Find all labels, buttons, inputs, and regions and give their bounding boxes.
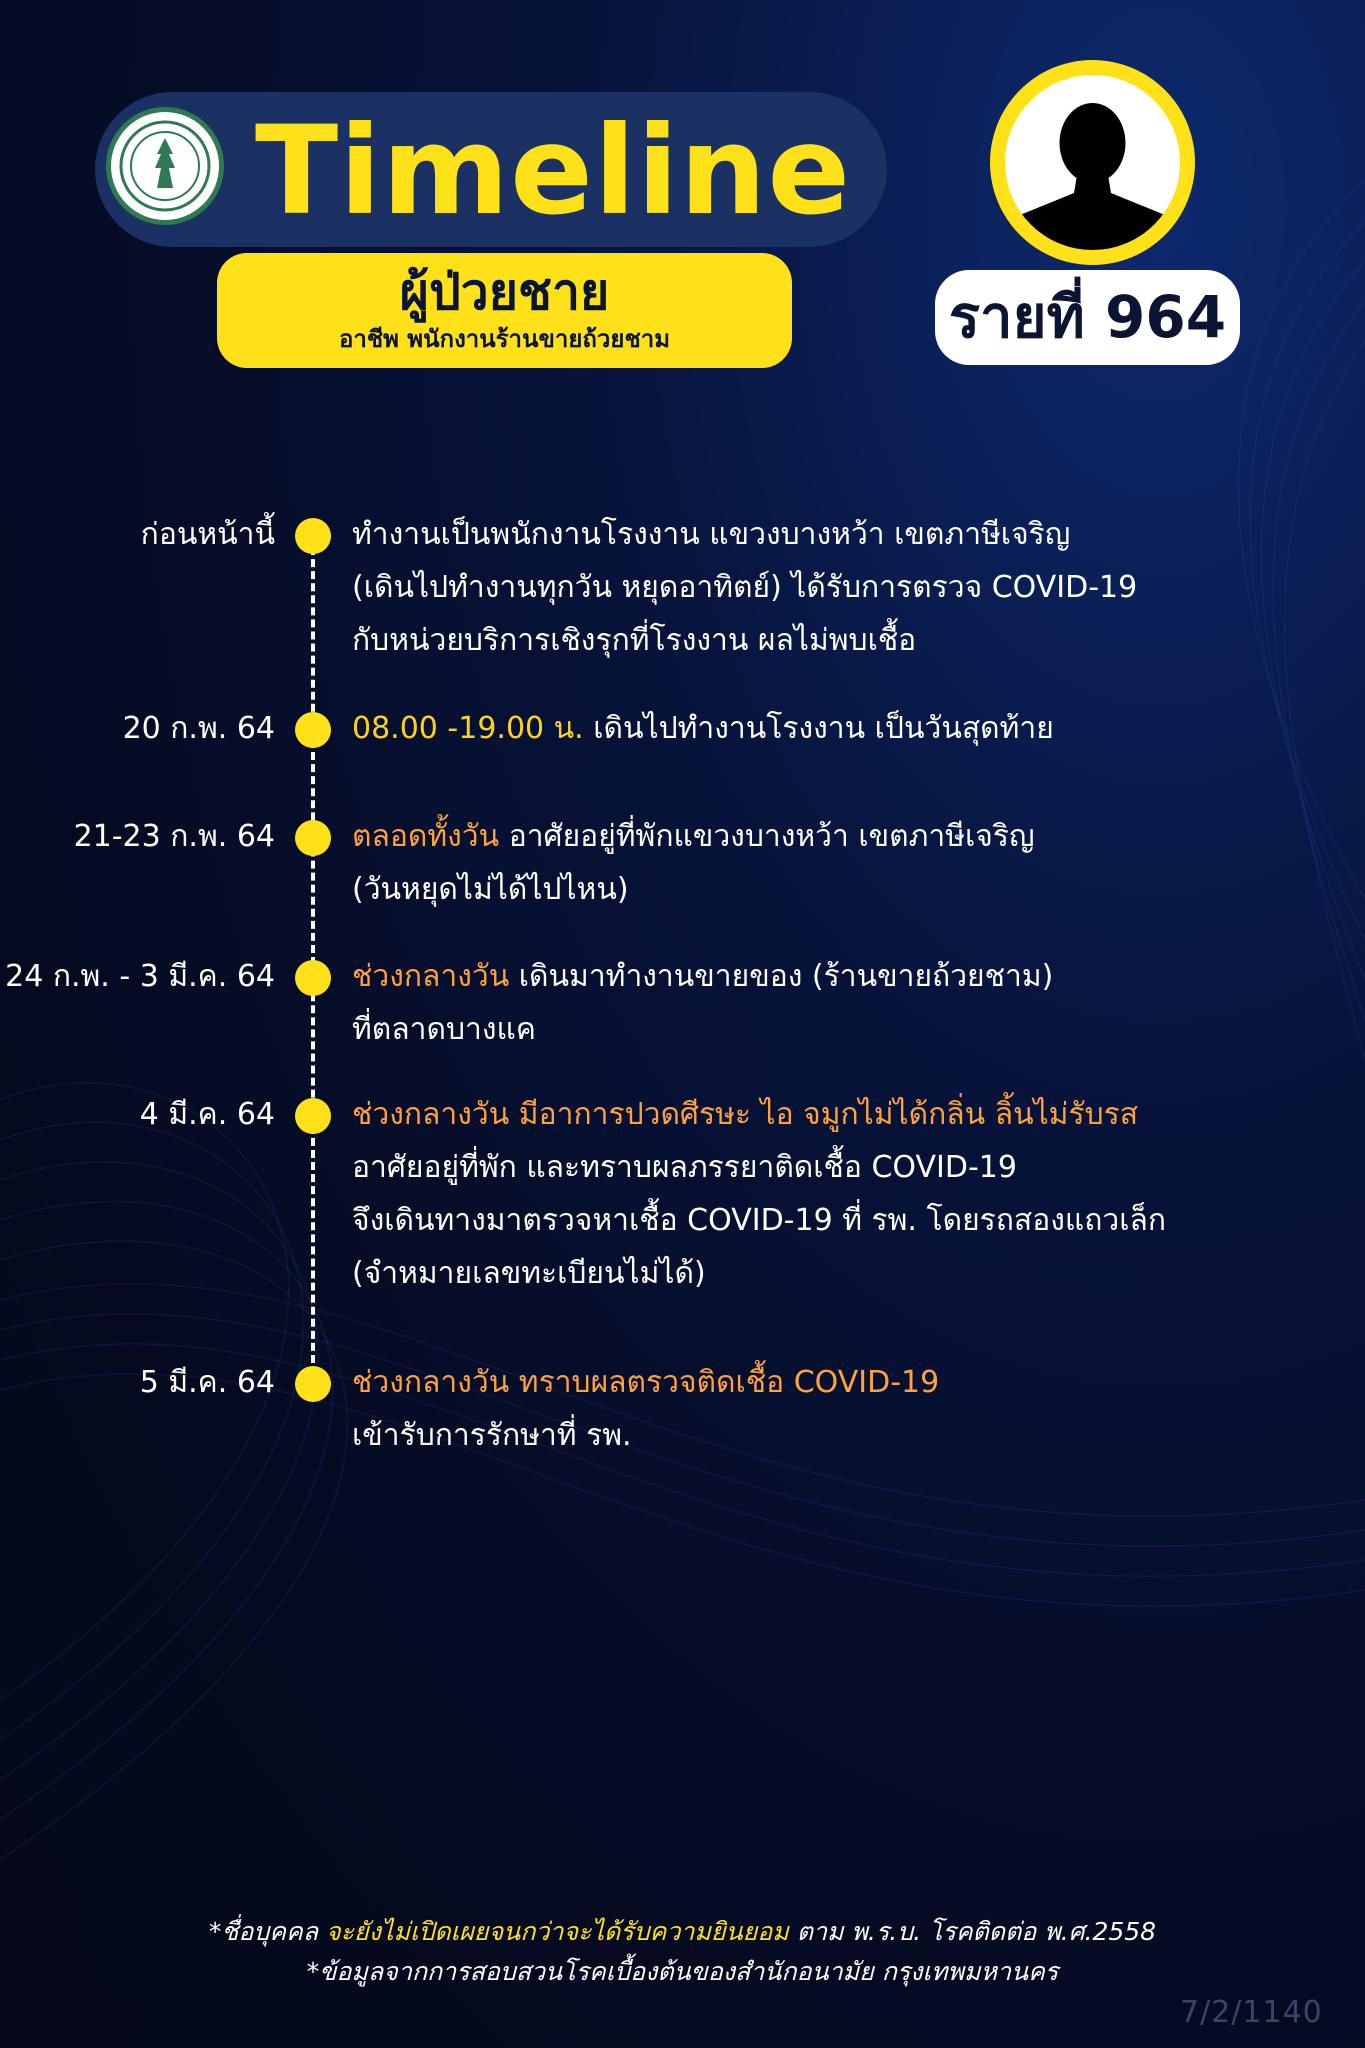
occupation-label: อาชีพ พนักงานร้านขายถ้วยชาม (338, 325, 671, 353)
timeline-text-segment: เดินไปทำงานโรงงาน เป็นวันสุดท้าย (583, 711, 1054, 746)
timeline-dot (295, 1366, 331, 1402)
timeline-text-segment: เข้ารับการรักษาที่ รพ. (352, 1418, 632, 1453)
timeline-time-highlight: ช่วงกลางวัน (352, 1365, 510, 1400)
timeline-text-segment: เดินมาทำงานขายของ (ร้านขายถ้วยชาม) (509, 959, 1054, 994)
person-silhouette-icon (1005, 75, 1180, 250)
privacy-note-highlight: จะยังไม่เปิดเผยจนกว่าจะได้รับความยินยอม (325, 1917, 789, 1946)
timeline-text (352, 810, 1252, 916)
timeline-text-segment: กับหน่วยบริการเชิงรุกที่โรงงาน ผลไม่พบเชื้อ (352, 623, 917, 658)
timeline-result-highlight: ทราบผลตรวจติดเชื้อ COVID-19 (509, 1365, 940, 1400)
timeline-date: 4 มี.ค. 64 (139, 1097, 275, 1132)
timeline-text (352, 1088, 1252, 1300)
timeline-date: 5 มี.ค. 64 (139, 1365, 275, 1400)
timeline-text-segment: (วันหยุดไม่ได้ไปไหน) (352, 872, 629, 907)
timeline-dot (295, 960, 331, 996)
bangkok-seal-icon (106, 107, 224, 225)
timeline-time-highlight: ช่วงกลางวัน (352, 1097, 510, 1132)
patient-label: ผู้ป่วยชาย (399, 263, 610, 321)
timeline-text-segment: จึงเดินทางมาตรวจหาเชื้อ COVID-19 ที่ รพ. โดยรถสองแถวเล็ก (352, 1203, 1167, 1238)
privacy-note-text: *ชื่อบุคคล (208, 1917, 326, 1946)
timeline-text-segment: อาศัยอยู่ที่พัก และทราบผลภรรยาติดเชื้อ COVID-19 (352, 1150, 1017, 1185)
timeline-dot (295, 518, 331, 554)
timeline-text-segment: ทำงานเป็นพนักงานโรงงาน แขวงบางหว้า เขตภาษีเจริญ (352, 517, 1071, 552)
timeline-line (311, 535, 315, 1375)
timeline-date: 20 ก.พ. 64 (122, 711, 275, 746)
timeline-symptom-highlight: มีอาการปวดศีรษะ ไอ จมูกไม่ได้กลิ่น ลิ้นไม่รับรส (509, 1097, 1139, 1132)
timeline-text (352, 1356, 1252, 1462)
privacy-note-law: ตาม พ.ร.บ. โรคติดต่อ พ.ศ.2558 (788, 1917, 1157, 1946)
case-number-badge: รายที่ 964 (935, 270, 1240, 365)
timeline-dot (295, 1098, 331, 1134)
timeline-text-segment: ที่ตลาดบางแค (352, 1012, 536, 1047)
timeline-text-segment: (จำหมายเลขทะเบียนไม่ได้) (352, 1256, 706, 1291)
timeline-text (352, 950, 1252, 1056)
timeline-text (352, 508, 1252, 667)
timeline-time-highlight: ช่วงกลางวัน (352, 959, 510, 994)
timeline-dot (295, 712, 331, 748)
avatar (990, 60, 1195, 265)
timeline-text-segment: (เดินไปทำงานทุกวัน หยุดอาทิตย์) ได้รับการตรวจ COVID-19 (352, 570, 1138, 605)
page-title: Timeline (255, 100, 852, 242)
timeline-time-highlight: 08.00 -19.00 น. (352, 711, 584, 746)
timeline-date: ก่อนหน้านี้ (140, 517, 275, 552)
footer-notes (0, 1912, 1365, 1992)
source-note: *ข้อมูลจากการสอบสวนโรคเบื้องต้นของสำนักอนามัย กรุงเทพมหานคร (306, 1957, 1059, 1986)
timeline-text-segment: อาศัยอยู่ที่พักแขวงบางหว้า เขตภาษีเจริญ (499, 819, 1035, 854)
document-code: 7/2/1140 (1180, 1995, 1323, 2030)
timeline-dot (295, 820, 331, 856)
privacy-note (0, 1912, 1365, 1952)
patient-banner (217, 253, 792, 368)
timeline-text (352, 702, 1252, 755)
timeline-date: 24 ก.พ. - 3 มี.ค. 64 (5, 959, 275, 994)
timeline-date: 21-23 ก.พ. 64 (73, 819, 275, 854)
timeline-time-highlight: ตลอดทั้งวัน (352, 819, 500, 854)
